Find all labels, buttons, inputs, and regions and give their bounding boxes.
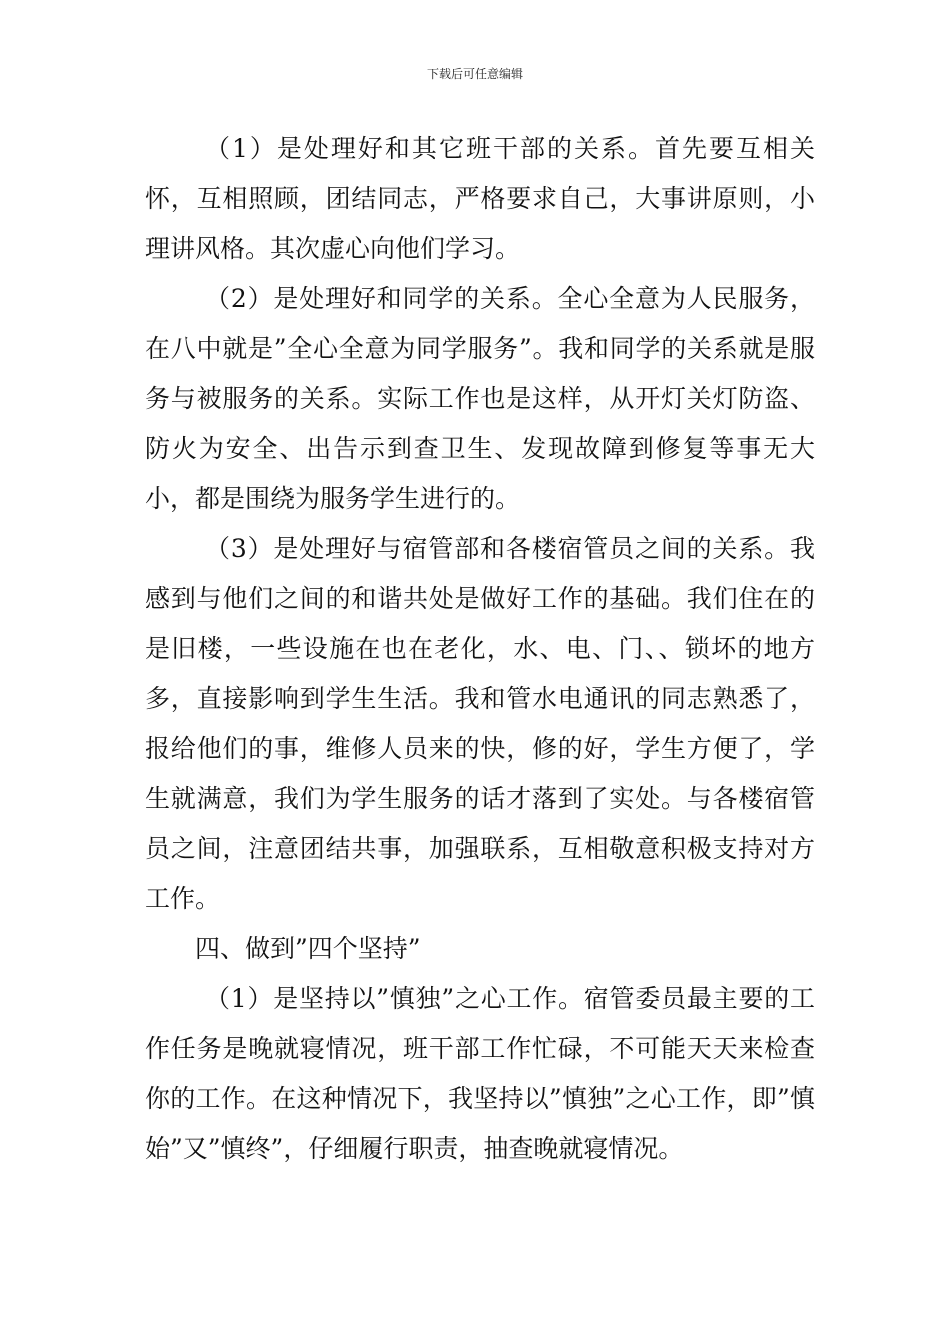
paragraph-1: （1）是处理好和其它班干部的关系。首先要互相关怀，互相照顾，团结同志，严格要求自己，大事讲原则，小理讲风格。其次虚心向他们学习。 (145, 134, 815, 263)
document-body (145, 124, 815, 1174)
paragraph-4: （1）是坚持以”慎独”之心工作。宿管委员最主要的工作任务是晚就寝情况，班干部工作忙碌，不可能天天来检查你的工作。在这种情况下，我坚持以”慎独”之心工作，即”慎始”又”慎终”，仔细履行职责，抽查晚就寝情况。 (145, 984, 815, 1163)
section-heading: 四、做到”四个坚持” (195, 934, 421, 963)
paragraph-2: （2）是处理好和同学的关系。全心全意为人民服务，在八中就是”全心全意为同学服务”。我和同学的关系就是服务与被服务的关系。实际工作也是这样，从开灯关灯防盗、防火为安全、出告示到查卫生、发现故障到修复等事无大小，都是围绕为服务学生进行的。 (145, 284, 815, 513)
paragraph-3: （3）是处理好与宿管部和各楼宿管员之间的关系。我感到与他们之间的和谐共处是做好工作的基础。我们住在的是旧楼，一些设施在也在老化，水、电、门、、锁坏的地方多，直接影响到学生生活。我和管水电通讯的同志熟悉了，报给他们的事，维修人员来的快，修的好，学生方便了，学生就满意，我们为学生服务的话才落到了实处。与各楼宿管员之间，注意团结共事，加强联系，互相敬意积极支持对方工作。 (145, 534, 815, 913)
page-header: 下载后可任意编辑 (426, 67, 523, 81)
